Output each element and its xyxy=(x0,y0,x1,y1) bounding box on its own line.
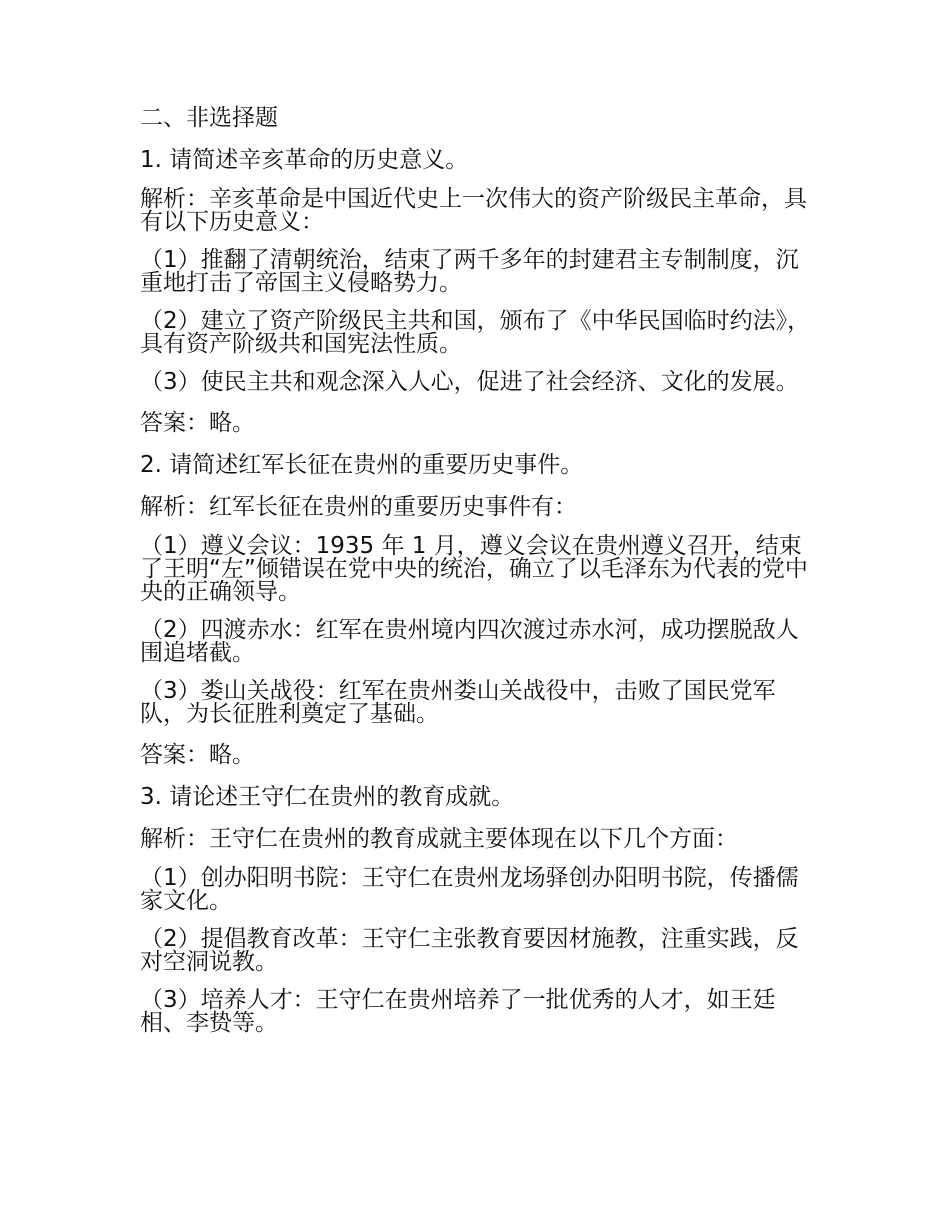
question-2-point-2: （2）四渡赤水：红军在贵州境内四次渡过赤水河，成功摆脱敌人围追堵截。 xyxy=(140,617,799,666)
question-2-point-3: （3）娄山关战役：红军在贵州娄山关战役中，击败了国民党军队，为长征胜利奠定了基础。 xyxy=(140,678,776,727)
question-1-point-3: （3）使民主共和观念深入人心，促进了社会经济、文化的发展。 xyxy=(140,369,799,395)
question-1-point-1: （1）推翻了清朝统治，结束了两千多年的封建君主专制制度，沉重地打击了帝国主义侵略势力。 xyxy=(140,247,799,296)
question-2-point-1: （1）遵义会议：1935 年 1 月，遵义会议在贵州遵义召开，结束了王明“左”倾错误在党中央的统治，确立了以毛泽东为代表的党中央的正确领导。 xyxy=(140,533,808,605)
question-2-analysis: 解析：红军长征在贵州的重要历史事件有： xyxy=(140,494,577,520)
question-1-answer: 答案：略。 xyxy=(140,410,255,436)
question-3-point-1: （1）创办阳明书院：王守仁在贵州龙场驿创办阳明书院，传播儒家文化。 xyxy=(140,865,799,914)
question-3: 3. 请论述王守仁在贵州的教育成就。 xyxy=(140,784,515,810)
question-3-point-3: （3）培养人才：王守仁在贵州培养了一批优秀的人才，如王廷相、李贽等。 xyxy=(140,987,776,1036)
question-3-analysis: 解析：王守仁在贵州的教育成就主要体现在以下几个方面： xyxy=(140,826,738,852)
question-1-analysis: 解析：辛亥革命是中国近代史上一次伟大的资产阶级民主革命，具有以下历史意义： xyxy=(140,186,807,235)
question-3-point-2: （2）提倡教育改革：王守仁主张教育要因材施教，注重实践，反对空洞说教。 xyxy=(140,926,799,975)
question-2-answer: 答案：略。 xyxy=(140,742,255,768)
question-2: 2. 请简述红军长征在贵州的重要历史事件。 xyxy=(140,452,584,478)
document-body xyxy=(140,104,820,1050)
question-1: 1. 请简述辛亥革命的历史意义。 xyxy=(140,147,469,173)
question-1-point-2: （2）建立了资产阶级民主共和国，颁布了《中华民国临时约法》，具有资产阶级共和国宪法性质。 xyxy=(140,308,811,357)
section-title: 二、非选择题 xyxy=(140,105,278,131)
